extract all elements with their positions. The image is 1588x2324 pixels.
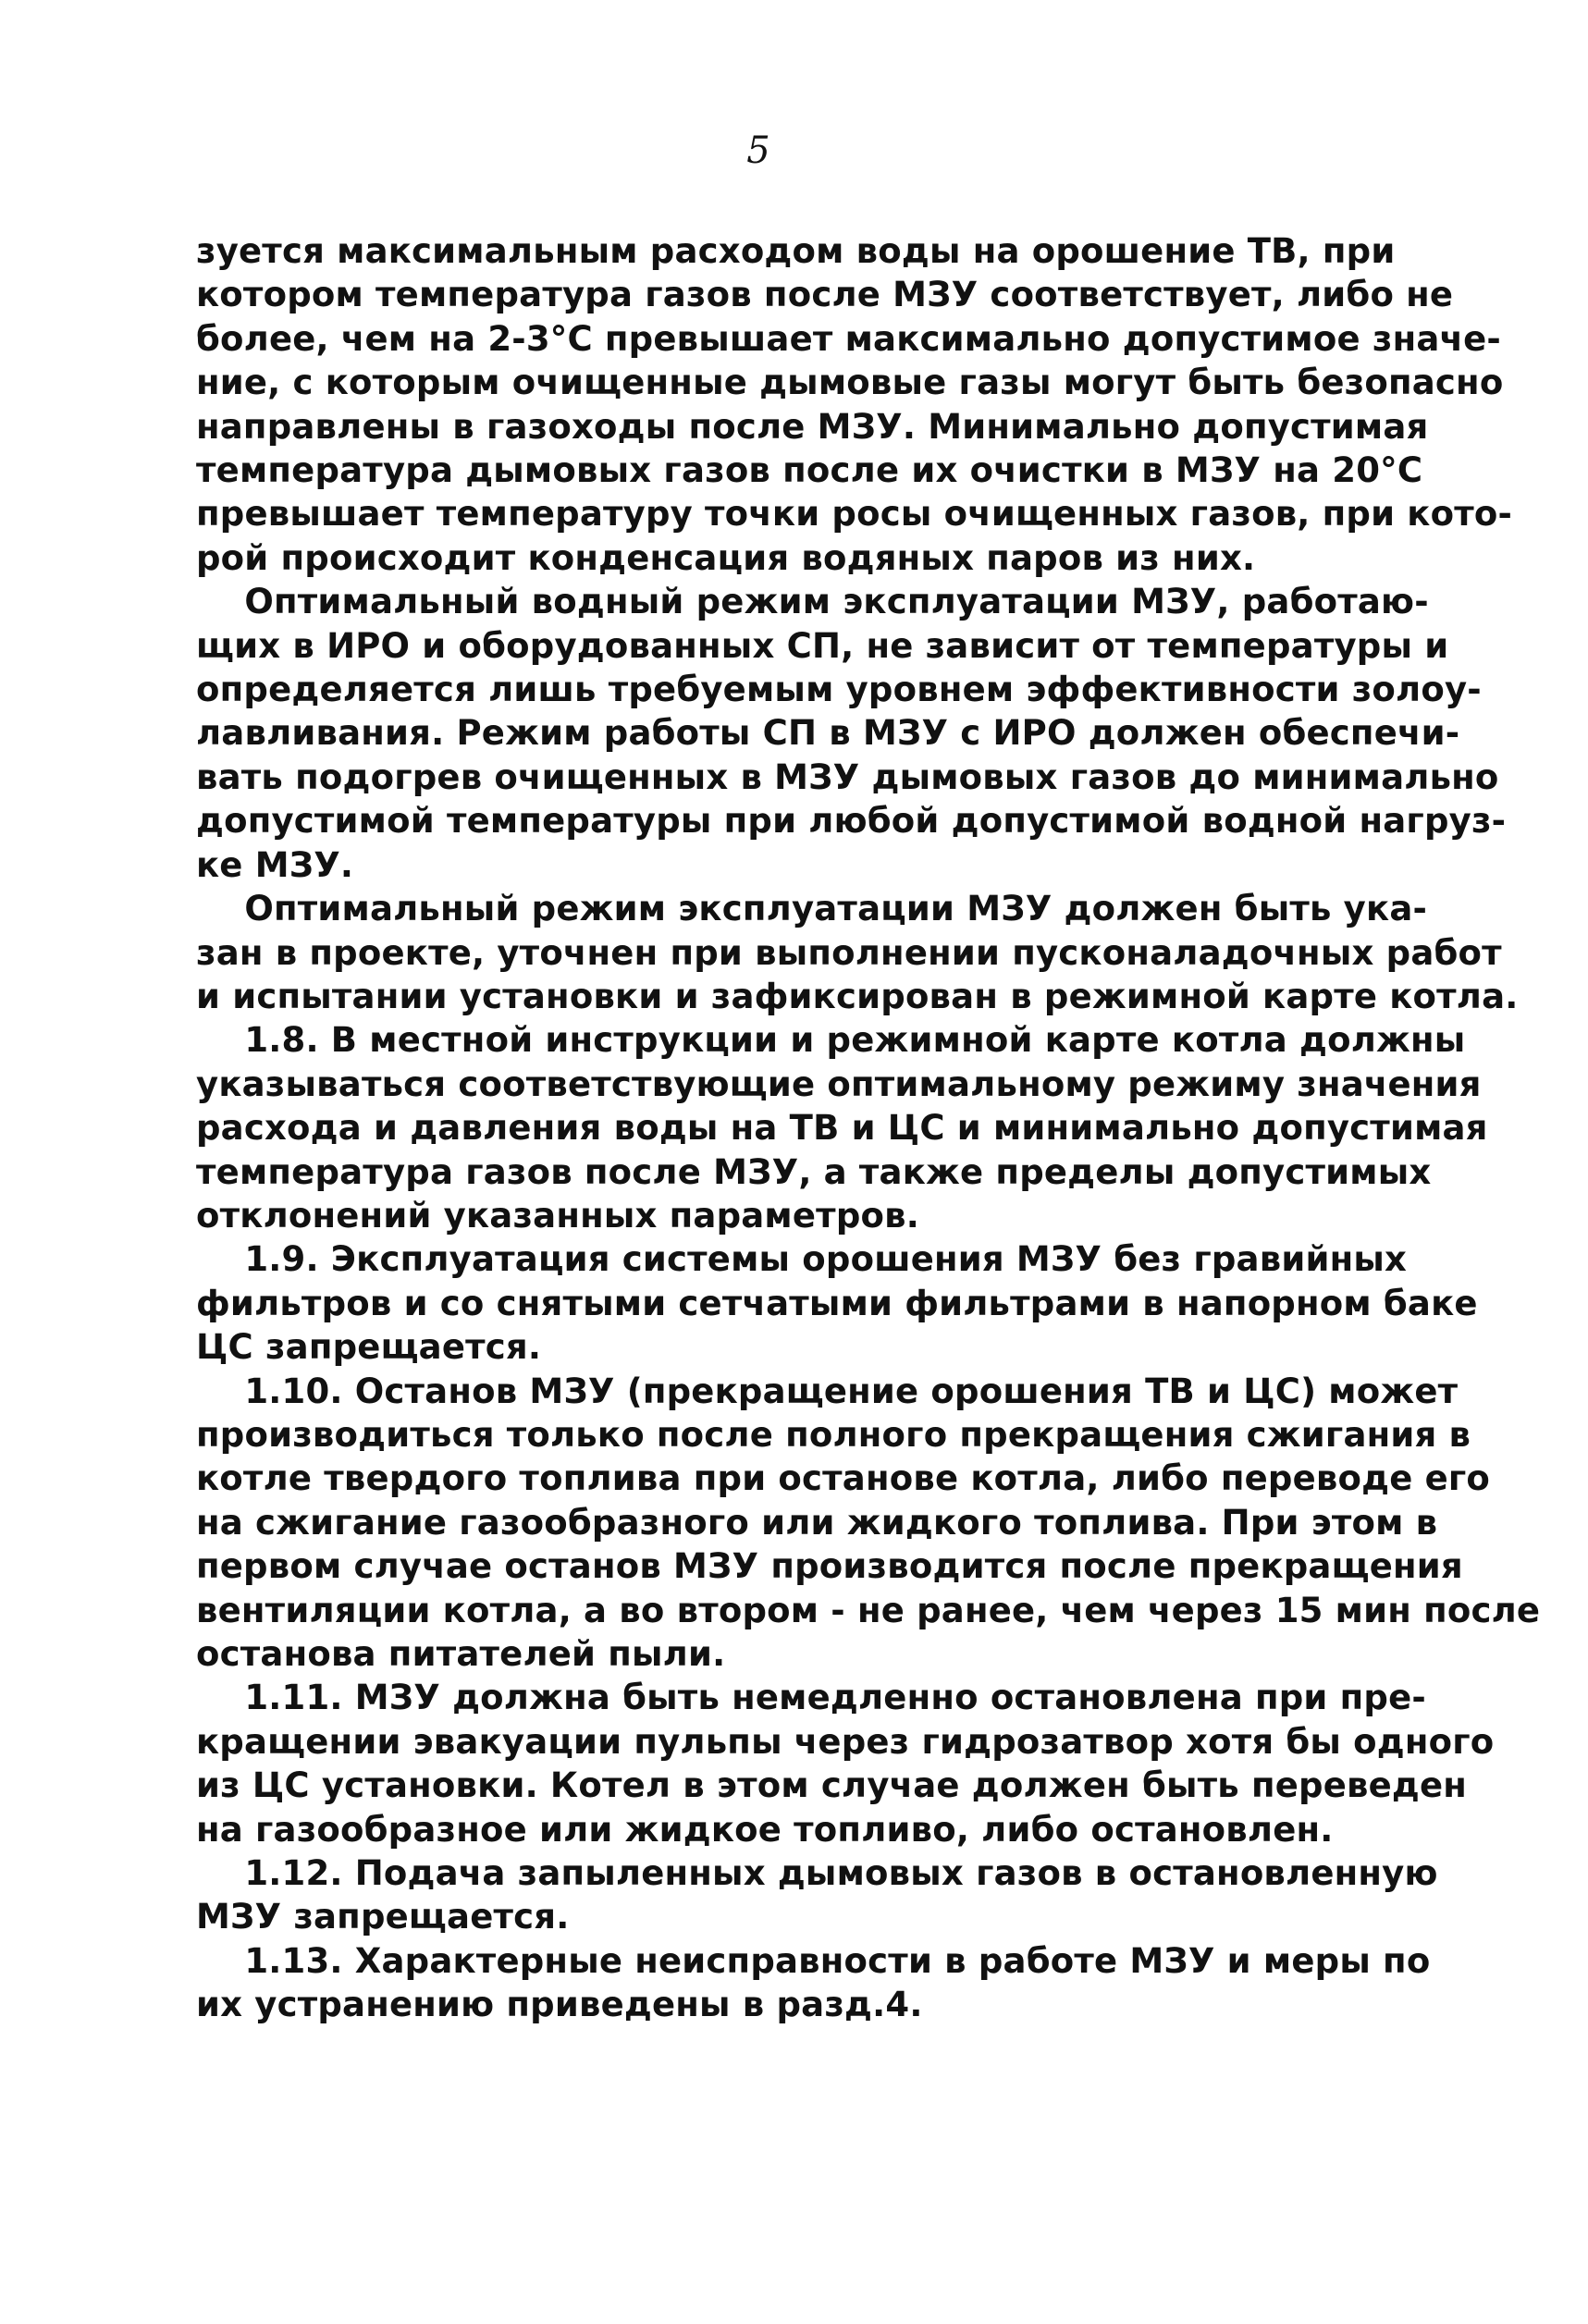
text-line: 1.11. МЗУ должна быть немедленно остановлена при пре- [196, 1678, 1426, 1718]
text-line: определяется лишь требуемым уровнем эффективности золоу- [196, 670, 1482, 710]
text-line: 1.9. Эксплуатация системы орошения МЗУ без гравийных [196, 1239, 1408, 1280]
paragraph [196, 1851, 1438, 1939]
text-line: 1.10. Останов МЗУ (прекращение орошения ТВ и ЦС) может [196, 1371, 1459, 1411]
paragraph [196, 1939, 1431, 2027]
text-line: вентиляции котла, а во втором - не ранее, чем через 15 мин после [196, 1590, 1541, 1630]
text-line: ЦС запрещается. [196, 1327, 542, 1368]
text-line: 1.8. В местной инструкции и режимной карте котла должны [196, 1020, 1466, 1061]
text-line: кращении эвакуации пульпы через гидрозатвор хотя бы одного [196, 1721, 1495, 1762]
text-line: зан в проекте, уточнен при выполнении пусконаладочных работ [196, 932, 1502, 973]
paragraph [196, 887, 1519, 1018]
text-line: останова питателей пыли. [196, 1634, 726, 1674]
text-line: ние, с которым очищенные дымовые газы могут быть безопасно [196, 363, 1504, 403]
paragraph [196, 229, 1513, 580]
text-line: рой происходит конденсация водяных паров из них. [196, 537, 1256, 578]
text-line: первом случае останов МЗУ производится после прекращения [196, 1546, 1463, 1587]
text-line: ке МЗУ. [196, 844, 354, 885]
text-line: Оптимальный водный режим эксплуатации МЗУ, работаю- [196, 582, 1429, 622]
paragraph [196, 580, 1507, 887]
text-line: на сжигание газообразного или жидкого топлива. При этом в [196, 1502, 1438, 1543]
text-line: 1.12. Подача запыленных дымовых газов в остановленную [196, 1853, 1438, 1894]
text-line: указываться соответствующие оптимальному режиму значения [196, 1064, 1482, 1104]
text-line: Оптимальный режим эксплуатации МЗУ должен быть ука- [196, 889, 1428, 929]
text-line: и испытании установки и зафиксирован в режимной карте котла. [196, 976, 1519, 1016]
text-line: фильтров и со снятыми сетчатыми фильтрами в напорном баке [196, 1283, 1478, 1323]
text-line: котле твердого топлива при останове котла, либо переводе его [196, 1458, 1491, 1499]
text-line: на газообразное или жидкое топливо, либо остановлен. [196, 1809, 1334, 1850]
text-line: МЗУ запрещается. [196, 1897, 570, 1937]
text-line: превышает температуру точки росы очищенных газов, при кото- [196, 494, 1513, 535]
text-line: более, чем на 2-3°С превышает максимально допустимое значе- [196, 318, 1501, 359]
text-line: вать подогрев очищенных в МЗУ дымовых газов до минимально [196, 756, 1499, 797]
text-line: температура газов после МЗУ, а также пределы допустимых [196, 1151, 1432, 1192]
text-line: щих в ИРО и оборудованных СП, не зависит от температуры и [196, 625, 1449, 666]
paragraph [196, 1237, 1478, 1369]
text-line: зуется максимальным расходом воды на орошение ТВ, при [196, 231, 1396, 271]
paragraph [196, 1676, 1495, 1851]
text-line: лавливания. Режим работы СП в МЗУ с ИРО должен обеспечи- [196, 713, 1460, 754]
text-line: их устранению приведены в разд.4. [196, 1985, 923, 2025]
page-number: 5 [746, 129, 770, 172]
body-text [196, 229, 1541, 2027]
text-line: температура дымовых газов после их очистки в МЗУ на 20°С [196, 450, 1423, 491]
text-line: отклонений указанных параметров. [196, 1195, 919, 1236]
text-line: направлены в газоходы после МЗУ. Минимально допустимая [196, 406, 1429, 447]
text-line: производиться только после полного прекращения сжигания в [196, 1414, 1471, 1455]
text-line: 1.13. Характерные неисправности в работе МЗУ и меры по [196, 1940, 1431, 1981]
text-line: из ЦС установки. Котел в этом случае должен быть переведен [196, 1765, 1468, 1806]
text-line: расхода и давления воды на ТВ и ЦС и минимально допустимая [196, 1108, 1488, 1149]
paragraph [196, 1370, 1541, 1677]
text-line: котором температура газов после МЗУ соответствует, либо не [196, 275, 1454, 315]
text-line: допустимой температуры при любой допустимой водной нагруз- [196, 801, 1507, 842]
paragraph [196, 1018, 1488, 1237]
